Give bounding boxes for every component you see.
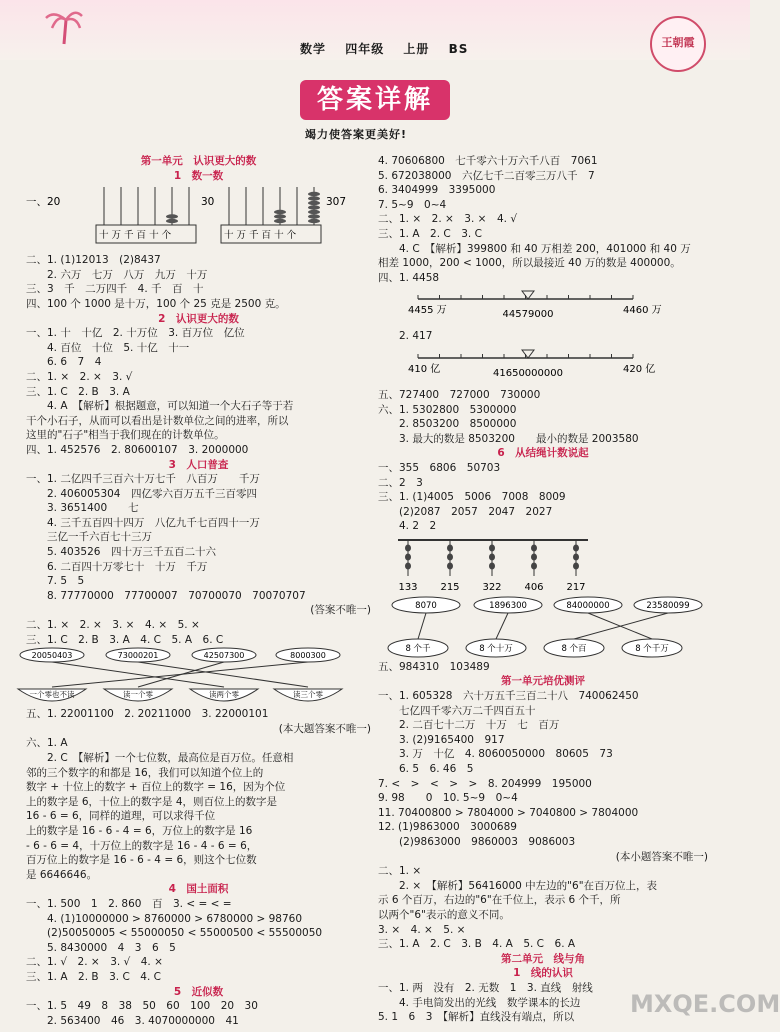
left-answer-line: 3. 3651400 七 (26, 502, 139, 515)
number-oval-text: 84000000 (566, 600, 610, 611)
right-answer-line: 四、1. 4458 (378, 271, 440, 284)
right-answer-line: 七亿四千零六万二千四百五十 (378, 704, 536, 717)
right-column (378, 154, 708, 1025)
bowl-label: 读两个零 (209, 690, 239, 700)
term: 上册 (403, 42, 430, 56)
abacus-place-labels: 十 万 千 百 十 个 (224, 230, 297, 242)
number-oval-text: 23580099 (646, 600, 690, 611)
top-oval-number: 42507300 (203, 651, 245, 661)
bowl-label: 读一个零 (123, 690, 153, 700)
right-number-line (378, 285, 708, 329)
knot (489, 553, 495, 560)
right-answer-line: 9. 98 0 10. 5~9 0~4 (378, 792, 518, 805)
left-answer-note: (本大题答案不唯一) (278, 722, 371, 735)
meaning-oval-text: 8 个千 (405, 643, 431, 654)
header-band (0, 0, 750, 60)
abacus-bead (308, 205, 320, 209)
right-answer-line: 二、1. × (378, 865, 422, 878)
bowl-label: 一个零也不读 (29, 690, 75, 700)
axis-left-label: 4455 万 (408, 305, 447, 317)
right-answer-line: 以两个"6"表示的意义不同。 (378, 908, 510, 921)
page-subtitle: 竭力使答案更美好! (305, 128, 408, 141)
left-answer-line: 二、1. √ 2. × 3. √ 4. × (26, 956, 163, 969)
right-answer-line: 三、1. A 2. C 3. B 4. A 5. C 6. A (378, 938, 576, 951)
left-answer-line: 2. 563400 46 3. 4070000000 41 (26, 1014, 239, 1027)
axis-mid-label: 44579000 (502, 309, 554, 321)
bowl-label: 读三个零 (293, 690, 323, 700)
right-unit-title: 第二单元 线与角 (501, 952, 585, 965)
left-answer-line: 6. 6 7 4 (26, 356, 102, 369)
right-answer-line: 示 6 个百万，右边的"6"在千位上，表示 6 个千，所 (378, 894, 621, 907)
abacus-bead (308, 192, 320, 196)
knot (447, 562, 453, 569)
left-answer-line: (2)50050005 < 55000050 < 55000500 < 55500050 (26, 927, 323, 940)
knot-drawing (378, 534, 708, 596)
right-answer-line: 7. 5~9 0~4 (378, 198, 447, 211)
matching-line (418, 613, 426, 639)
abacus-bead (166, 214, 178, 218)
right-section-title: 6 从结绳计数说起 (497, 447, 589, 460)
left-section-title: 3 人口普查 (168, 458, 229, 471)
right-answer-line: (2)2087 2057 2047 2027 (378, 505, 553, 518)
knot (447, 544, 453, 551)
right-answer-line: 12. (1)9863000 3000689 (378, 821, 517, 834)
left-answer-line: 三、3 千 二万四千 4. 千 百 十 (26, 283, 204, 296)
knot (573, 562, 579, 569)
meaning-oval-text: 8 个百 (561, 643, 587, 654)
left-answer-line: 三、1. A 2. B 3. C 4. C (26, 970, 161, 983)
left-answer-line: 2. 406005304 四亿零六百万五千三百零四 (26, 487, 257, 500)
right-answer-line: 6. 5 6. 46 5 (378, 763, 474, 776)
left-answer-line: 三亿一千六百七十三万 (26, 531, 152, 544)
left-bowl-matching (26, 647, 371, 707)
knot-label: 406 (524, 581, 544, 593)
left-section-title: 1 数一数 (173, 169, 224, 182)
left-answer-line: 上的数字是 6，十位上的数字是 4，则百位上的数字是 (26, 795, 278, 808)
meaning-oval-text: 8 个十万 (479, 643, 513, 654)
knot (531, 544, 537, 551)
abacus-bead (308, 196, 320, 200)
knot-label: 322 (482, 581, 502, 593)
right-answer-line: 6. 3404999 3395000 (378, 184, 496, 197)
left-answer-line: - 6 - 6 = 4，十万位上的数字是 16 - 4 - 6 = 6， (26, 839, 258, 852)
right-answer-line: 三、1. A 2. C 3. C (378, 227, 482, 240)
left-answer-line: 二、1. (1)12013 (2)8437 (26, 254, 161, 267)
arrow-marker (522, 350, 534, 358)
left-answer-line: 5. 8430000 4 3 6 5 (26, 941, 176, 954)
left-answer-line: 4. A 【解析】根据题意，可以知道一个大石子等于若 (26, 400, 294, 413)
abacus-drawing (26, 183, 371, 253)
left-answer-line: 四、100 个 1000 是十万，100 个 25 克是 2500 克。 (26, 297, 286, 310)
matching-line (496, 613, 508, 639)
left-answer-line: 三、1. C 2. B 3. A 4. C 5. A 6. C (26, 633, 224, 646)
abacus-bead (274, 210, 286, 214)
subject: 数学 (300, 42, 327, 56)
left-answer-line: 这里的"石子"相当于我们现在的计数单位。 (26, 429, 225, 442)
top-oval-number: 20050403 (31, 651, 73, 661)
watermark: MXQE.COM (630, 990, 780, 1018)
left-answer-line: 8. 77770000 77700007 70700070 70070707 (26, 589, 306, 602)
abacus-bead (166, 219, 178, 223)
matching-line (138, 662, 308, 687)
abacus-bead (308, 219, 320, 223)
left-column (26, 154, 371, 1028)
knot (573, 544, 579, 551)
right-answer-line: 4. 手电筒发出的光线 数学课本的长边 (378, 996, 591, 1009)
number-line-drawing (378, 285, 708, 329)
page-title: 答案详解 (300, 80, 450, 120)
left-answer-line: 六、1. A (26, 737, 68, 750)
right-answer-line: 7. < > < > > 8. 204999 195000 (378, 777, 592, 790)
right-answer-line: 二、1. × 2. × 3. × 4. √ (378, 213, 518, 226)
left-answer-line: 五、1. 22001100 2. 20211000 3. 22000101 (26, 708, 269, 721)
right-answer-line: 2. 417 (378, 330, 433, 343)
arrow-marker (522, 291, 534, 299)
abacus-bead (274, 219, 286, 223)
knot (489, 544, 495, 551)
left-answer-line: 一、1. 二亿四千三百六十万七千 八百万 千万 (26, 473, 260, 486)
grade: 四年级 (345, 42, 385, 56)
number-oval-text: 8070 (415, 600, 437, 611)
abacus-bead (308, 210, 320, 214)
abacus-answer-label: 一、20 (26, 196, 61, 209)
left-answer-line: 二、1. × 2. × 3. × 4. × 5. × (26, 619, 200, 632)
right-answer-line: 5. 1 6 3 【解析】直线没有端点，所以 (378, 1011, 575, 1024)
number-oval-text: 1896300 (489, 600, 527, 611)
left-answer-line: 2. 六万 七万 八万 九万 十万 (26, 268, 208, 281)
left-answer-line: 7. 5 5 (26, 575, 85, 588)
left-section-title: 5 近似数 (173, 985, 224, 998)
left-answer-line: 4. 百位 十位 5. 十亿 十一 (26, 341, 190, 354)
right-answer-line: 4. 70606800 七千零六十万六千八百 7061 (378, 155, 598, 167)
meaning-oval-text: 8 个千万 (635, 643, 669, 654)
left-answer-line: 16 - 6 = 6，同样的道理，可以求得千位 (26, 810, 216, 823)
oval-drawing (378, 596, 708, 660)
right-answer-line: 3. × 4. × 5. × (378, 923, 466, 936)
knot-label: 217 (566, 581, 586, 593)
bowl-drawing (26, 647, 371, 707)
abacus-bead (274, 214, 286, 218)
right-answer-line: 相差 1000，200 < 1000，所以最接近 40 万的数是 400000。 (378, 257, 681, 270)
right-unit-title: 第一单元培优测评 (501, 675, 585, 688)
left-answer-line: 一、1. 5 49 8 38 50 60 100 20 30 (26, 1000, 258, 1013)
knot (405, 544, 411, 551)
left-answer-line: 4. (1)10000000 > 8760000 > 6780000 > 98760 (26, 912, 303, 925)
left-answer-line: 5. 403526 四十万三千五百二十六 (26, 546, 216, 559)
right-answer-line: 4. C 【解析】399800 和 40 万相差 200，401000 和 40 万 (378, 242, 691, 255)
header-meta (300, 40, 482, 57)
right-answer-line: (2)9863000 9860003 9086003 (378, 836, 576, 848)
axis-mid-label: 41650000000 (493, 367, 563, 379)
knot (531, 562, 537, 569)
right-answer-line: 一、355 6806 50703 (378, 461, 501, 474)
left-section-title: 2 认识更大的数 (158, 312, 239, 325)
knot (405, 553, 411, 560)
knot (489, 562, 495, 569)
left-abacus-figure (26, 183, 371, 253)
logo-text: 王朝霞 (661, 36, 695, 49)
abacus-bead (308, 214, 320, 218)
right-answer-line: 5. 672038000 六亿七千二百零三万八千 7 (378, 169, 595, 182)
right-answer-line: 二、2 3 (378, 476, 423, 489)
left-answer-line: 二、1. × 2. × 3. √ (26, 370, 133, 383)
right-answer-line: 11. 70400800 > 7804000 > 7040800 > 7804000 (378, 806, 639, 819)
right-answer-note: (本小题答案不唯一) (615, 850, 708, 863)
axis-left-label: 410 亿 (408, 363, 441, 375)
axis-right-label: 4460 万 (623, 305, 662, 317)
right-oval-matching (378, 596, 708, 660)
knot (573, 553, 579, 560)
left-answer-note: (答案不唯一) (310, 604, 371, 617)
right-answer-line: 3. 最大的数是 8503200 最小的数是 2003580 (378, 432, 639, 445)
matching-line (52, 662, 224, 687)
knot (405, 562, 411, 569)
right-knot-figure (378, 534, 708, 596)
knot (531, 553, 537, 560)
right-answer-line: 一、1. 两 没有 2. 无数 1 3. 直线 射线 (378, 981, 593, 994)
right-answer-line: 3. (2)9165400 917 (378, 733, 505, 746)
right-answer-line: 2. 8503200 8500000 (378, 418, 517, 431)
left-answer-line: 数字 + 十位上的数字 + 百位上的数字 = 16，因为个位 (26, 781, 286, 794)
right-answer-line: 五、984310 103489 (378, 660, 490, 673)
abacus-place-labels: 十 万 千 百 十 个 (99, 230, 172, 242)
right-answer-line: 2. 二百七十二万 十万 七 百万 (378, 719, 560, 732)
right-answer-line: 4. 2 2 (378, 520, 437, 533)
left-answer-line: 上的数字是 16 - 6 - 4 = 6，万位上的数字是 16 (26, 824, 253, 837)
brand-logo (650, 16, 706, 72)
left-answer-line: 一、1. 500 1 2. 860 百 3. < = < = (26, 897, 232, 910)
right-section-title: 1 线的认识 (513, 967, 573, 980)
left-answer-line: 是 6646646。 (26, 868, 98, 881)
right-answer-line: 三、1. (1)4005 5006 7008 8009 (378, 491, 566, 504)
left-answer-line: 一、1. 十 十亿 2. 十万位 3. 百万位 亿位 (26, 327, 245, 340)
axis-right-label: 420 亿 (623, 363, 656, 375)
edition: BS (448, 42, 469, 56)
knot-label: 215 (440, 581, 460, 593)
right-answer-line: 六、1. 5302800 5300000 (378, 403, 517, 416)
left-answer-line: 三、1. C 2. B 3. A (26, 385, 130, 398)
right-answer-line: 一、1. 605328 六十万五千三百二十八 740062450 (378, 690, 639, 703)
left-unit-title: 第一单元 认识更大的数 (140, 155, 257, 167)
left-answer-line: 4. 三千五百四十四万 八亿九千七百四十一万 (26, 516, 260, 529)
right-answer-line: 五、727400 727000 730000 (378, 388, 541, 401)
right-answer-line: 3. 万 十亿 4. 8060050000 80605 73 (378, 748, 613, 761)
matching-line (574, 613, 668, 639)
right-number-line (378, 344, 708, 388)
abacus-bead (308, 201, 320, 205)
left-answer-line: 邻的三个数字的和都是 16，我们可以知道个位上的 (26, 766, 264, 779)
knot (447, 553, 453, 560)
left-answer-line: 干个小石子，从而可以看出是计数单位之间的进率，所以 (26, 414, 289, 427)
left-answer-line: 2. C 【解析】一个七位数，最高位是百万位。任意相 (26, 752, 294, 764)
top-oval-number: 8000300 (290, 651, 326, 661)
number-line-drawing (378, 344, 708, 388)
left-answer-line: 四、1. 452576 2. 80600107 3. 2000000 (26, 443, 249, 456)
knot-label: 133 (398, 581, 418, 593)
abacus-answer-label: 307 (326, 196, 347, 209)
palm-tree-icon (44, 6, 84, 46)
matching-line (52, 662, 308, 687)
abacus-answer-label: 30 (201, 196, 215, 209)
top-oval-number: 73000201 (117, 651, 159, 661)
left-answer-line: 百万位上的数字是 16 - 6 - 4 = 6，则这个七位数 (26, 854, 257, 867)
right-answer-line: 2. × 【解析】56416000 中左边的"6"在百万位上，表 (378, 879, 658, 892)
left-section-title: 4 国土面积 (168, 883, 229, 896)
left-answer-line: 6. 二百四十万零七十 十万 千万 (26, 560, 208, 573)
